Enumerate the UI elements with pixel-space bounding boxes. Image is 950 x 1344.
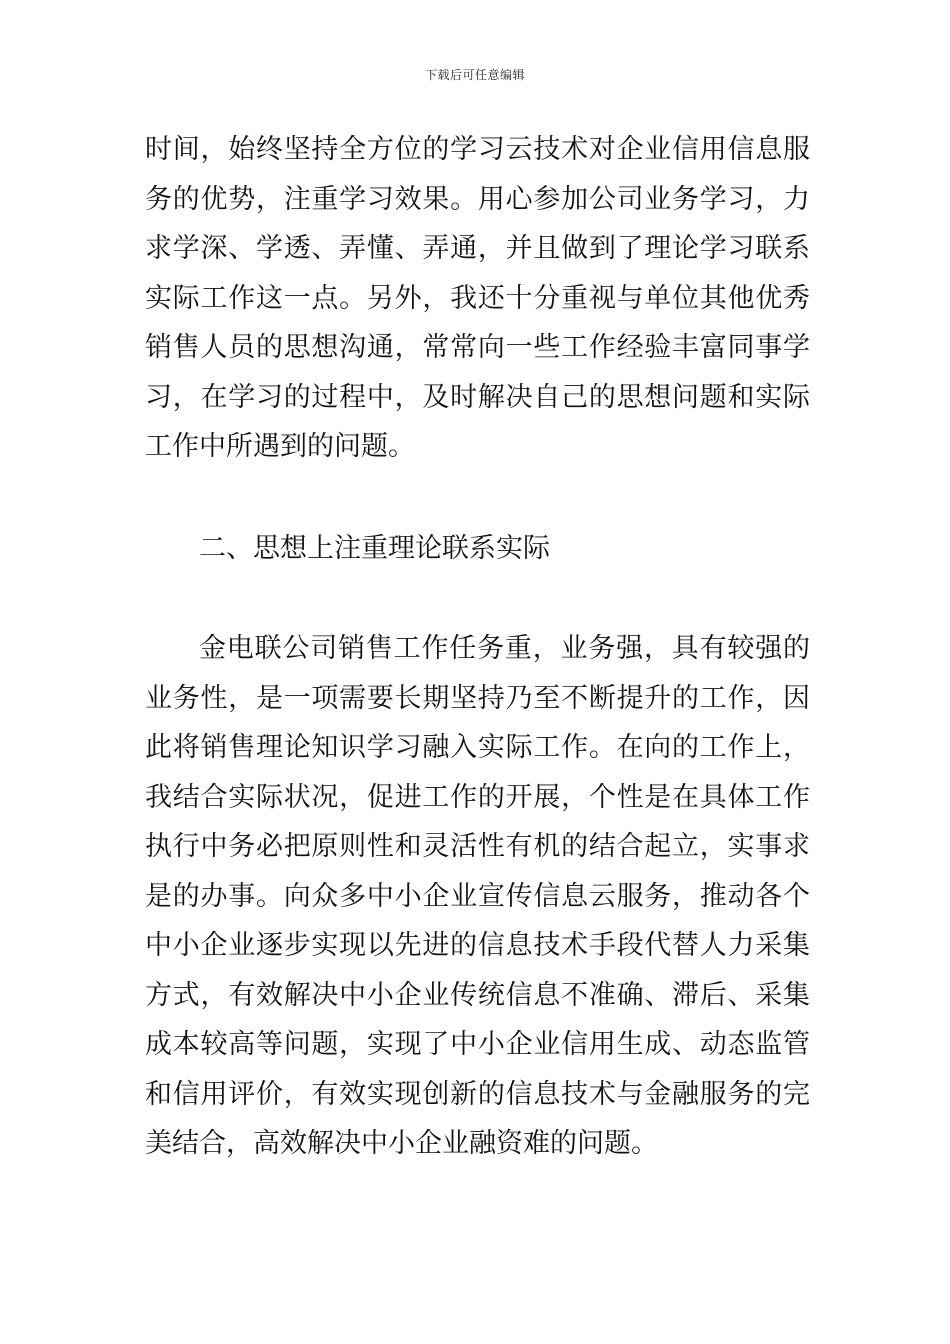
body-paragraph-2: 金电联公司销售工作任务重，业务强，具有较强的业务性，是一项需要长期坚持乃至不断提升的工作，因此将销售理论知识学习融入实际工作。在向的工作上，我结合实际状况，促进工作的开展，个性是在具体工作执行中务必把原则性和灵活性有机的结合起立，实事求是的办事。向众多中小企业宣传信息云服务，推动各个中小企业逐步实现以先进的信息技术手段代替人力采集方式，有效解决中小企业传统信息不准确、滞后、采集成本较高等问题，实现了中小企业信用生成、动态监管和信用评价，有效实现创新的信息技术与金融服务的完美结合，高效解决中小企业融资难的问题。 — [145, 633, 810, 1159]
section-heading: 二、思想上注重理论联系实际 — [199, 533, 550, 564]
body-paragraph-1: 时间，始终坚持全方位的学习云技术对企业信用信息服务的优势，注重学习效果。用心参加公司业务学习，力求学深、学透、弄懂、弄通，并且做到了理论学习联系实际工作这一点。另外，我还十分重视与单位其他优秀销售人员的思想沟通，常常向一些工作经验丰富同事学习，在学习的过程中，及时解决自己的思想问题和实际工作中所遇到的问题。 — [145, 134, 810, 462]
page-header-note: 下载后可任意编辑 — [424, 68, 525, 82]
